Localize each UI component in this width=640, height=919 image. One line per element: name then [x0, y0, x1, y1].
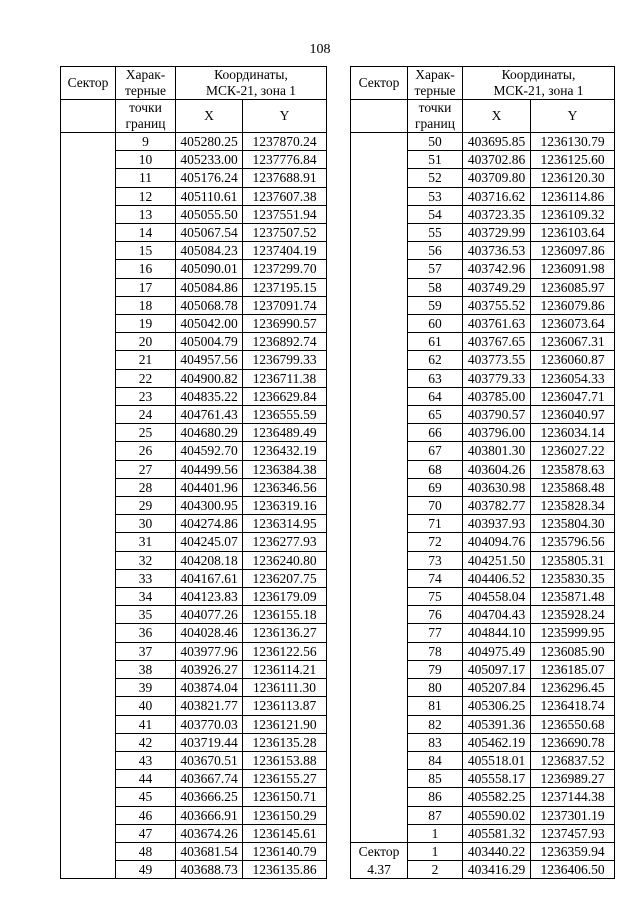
coord-y: 1235871.48: [531, 588, 615, 606]
coord-x: 404274.86: [176, 515, 243, 533]
coord-y: 1236314.95: [243, 515, 327, 533]
coord-y: 1236629.84: [243, 387, 327, 405]
coord-y: 1236555.59: [243, 406, 327, 424]
coord-y: 1235805.31: [531, 551, 615, 569]
coordinates-table-left: [60, 66, 327, 879]
point-number: 61: [408, 333, 463, 351]
coord-y: 1236121.90: [243, 715, 327, 733]
header-sector-continued: [61, 100, 116, 133]
coord-x: 403702.86: [463, 151, 531, 169]
point-number: 48: [116, 842, 176, 860]
point-number: 20: [116, 333, 176, 351]
coord-y: 1236185.07: [531, 660, 615, 678]
point-number: 30: [116, 515, 176, 533]
coord-y: 1236799.33: [243, 351, 327, 369]
coord-x: 404401.96: [176, 478, 243, 496]
point-number: 62: [408, 351, 463, 369]
coord-y: 1236103.64: [531, 224, 615, 242]
point-number: 40: [116, 697, 176, 715]
page-number: 108: [309, 42, 331, 57]
header-characteristic-points-top: Харак- терные: [408, 67, 463, 100]
point-number: 49: [116, 861, 176, 879]
point-number: 35: [116, 606, 176, 624]
coord-x: 405280.25: [176, 133, 243, 151]
point-number: 28: [116, 478, 176, 496]
point-number: 38: [116, 660, 176, 678]
coord-y: 1236073.64: [531, 315, 615, 333]
point-number: 12: [116, 187, 176, 205]
coord-x: 404844.10: [463, 624, 531, 642]
coord-y: 1236114.21: [243, 660, 327, 678]
header-sector: Сектор: [61, 67, 116, 100]
coord-x: 405084.86: [176, 278, 243, 296]
point-number: 59: [408, 296, 463, 314]
coord-x: 404499.56: [176, 460, 243, 478]
table-row: [351, 133, 615, 151]
coord-y: 1237776.84: [243, 151, 327, 169]
coord-y: 1236990.57: [243, 315, 327, 333]
coord-x: 404094.76: [463, 533, 531, 551]
coord-y: 1236550.68: [531, 715, 615, 733]
coord-x: 404900.82: [176, 369, 243, 387]
coord-x: 405068.78: [176, 296, 243, 314]
coord-y: 1235796.56: [531, 533, 615, 551]
table-row: [61, 133, 327, 151]
coord-y: 1236085.90: [531, 642, 615, 660]
point-number: 70: [408, 497, 463, 515]
point-number: 36: [116, 624, 176, 642]
coord-x: 403773.55: [463, 351, 531, 369]
coord-y: 1236296.45: [531, 679, 615, 697]
coord-x: 403796.00: [463, 424, 531, 442]
coord-y: 1236432.19: [243, 442, 327, 460]
point-number: 31: [116, 533, 176, 551]
point-number: 52: [408, 169, 463, 187]
coord-y: 1237144.38: [531, 788, 615, 806]
point-number: 51: [408, 151, 463, 169]
coord-y: 1236067.31: [531, 333, 615, 351]
header-x: X: [176, 100, 243, 133]
coord-x: 403801.30: [463, 442, 531, 460]
coord-y: 1236690.78: [531, 733, 615, 751]
point-number: 69: [408, 478, 463, 496]
point-number: 17: [116, 278, 176, 296]
right-table-body: [351, 133, 615, 879]
coord-y: 1236027.22: [531, 442, 615, 460]
coord-x: 404245.07: [176, 533, 243, 551]
point-number: 78: [408, 642, 463, 660]
point-number: 21: [116, 351, 176, 369]
point-number: 54: [408, 205, 463, 223]
coord-x: 405042.00: [176, 315, 243, 333]
point-number: 44: [116, 770, 176, 788]
coord-x: 405055.50: [176, 205, 243, 223]
header-coordinates: Координаты, МСК-21, зона 1: [463, 67, 615, 100]
header-y: Y: [243, 100, 327, 133]
coord-x: 405462.19: [463, 733, 531, 751]
coord-y: 1237457.93: [531, 824, 615, 842]
coord-y: 1236130.79: [531, 133, 615, 151]
coord-x: 404558.04: [463, 588, 531, 606]
coord-y: 1236114.86: [531, 187, 615, 205]
coord-y: 1237404.19: [243, 242, 327, 260]
coord-x: 403416.29: [463, 861, 531, 879]
coord-x: 403874.04: [176, 679, 243, 697]
coord-y: 1236136.27: [243, 624, 327, 642]
coord-x: 405558.17: [463, 770, 531, 788]
coord-y: 1236384.38: [243, 460, 327, 478]
point-number: 60: [408, 315, 463, 333]
coord-y: 1236406.50: [531, 861, 615, 879]
coord-y: 1237607.38: [243, 187, 327, 205]
coord-y: 1237551.94: [243, 205, 327, 223]
coord-x: 404208.18: [176, 551, 243, 569]
header-y: Y: [531, 100, 615, 133]
header-sector: Сектор: [351, 67, 408, 100]
point-number: 58: [408, 278, 463, 296]
coord-x: 403666.25: [176, 788, 243, 806]
point-number: 57: [408, 260, 463, 278]
point-number: 66: [408, 424, 463, 442]
coordinates-table-right: [350, 66, 615, 879]
coord-y: 1236120.30: [531, 169, 615, 187]
point-number: 15: [116, 242, 176, 260]
point-number: 33: [116, 569, 176, 587]
header-characteristic-points-bottom: точки границ: [408, 100, 463, 133]
coord-x: 404704.43: [463, 606, 531, 624]
coord-x: 405306.25: [463, 697, 531, 715]
coord-x: 405004.79: [176, 333, 243, 351]
coord-x: 403782.77: [463, 497, 531, 515]
coord-y: 1236140.79: [243, 842, 327, 860]
coord-y: 1236418.74: [531, 697, 615, 715]
point-number: 82: [408, 715, 463, 733]
coord-y: 1236892.74: [243, 333, 327, 351]
coord-y: 1236085.97: [531, 278, 615, 296]
coord-x: 403926.27: [176, 660, 243, 678]
point-number: 1: [408, 842, 463, 860]
point-number: 85: [408, 770, 463, 788]
coord-y: 1236346.56: [243, 478, 327, 496]
coord-y: 1235878.63: [531, 460, 615, 478]
coord-x: 405207.84: [463, 679, 531, 697]
point-number: 39: [116, 679, 176, 697]
point-number: 19: [116, 315, 176, 333]
point-number: 22: [116, 369, 176, 387]
point-number: 64: [408, 387, 463, 405]
coord-x: 405084.23: [176, 242, 243, 260]
coord-x: 403779.33: [463, 369, 531, 387]
coord-y: 1236277.93: [243, 533, 327, 551]
coord-x: 404123.83: [176, 588, 243, 606]
point-number: 16: [116, 260, 176, 278]
coord-x: 403716.62: [463, 187, 531, 205]
coord-x: 404167.61: [176, 569, 243, 587]
coord-x: 403761.63: [463, 315, 531, 333]
point-number: 72: [408, 533, 463, 551]
point-number: 56: [408, 242, 463, 260]
header-x: X: [463, 100, 531, 133]
coord-x: 403821.77: [176, 697, 243, 715]
coord-y: 1236060.87: [531, 351, 615, 369]
point-number: 81: [408, 697, 463, 715]
coord-x: 405176.24: [176, 169, 243, 187]
point-number: 75: [408, 588, 463, 606]
point-number: 11: [116, 169, 176, 187]
coord-x: 403670.51: [176, 751, 243, 769]
coord-y: 1236047.71: [531, 387, 615, 405]
coord-y: 1235804.30: [531, 515, 615, 533]
point-number: 63: [408, 369, 463, 387]
coord-y: 1236150.29: [243, 806, 327, 824]
coord-x: 404592.70: [176, 442, 243, 460]
coord-y: 1236109.32: [531, 205, 615, 223]
point-number: 42: [116, 733, 176, 751]
coord-y: 1236179.09: [243, 588, 327, 606]
coord-y: 1236054.33: [531, 369, 615, 387]
coord-y: 1237870.24: [243, 133, 327, 151]
coord-x: 403681.54: [176, 842, 243, 860]
header-characteristic-points-top: Харак- терные: [116, 67, 176, 100]
coord-x: 403767.65: [463, 333, 531, 351]
coord-y: 1236155.18: [243, 606, 327, 624]
point-number: 32: [116, 551, 176, 569]
coord-x: 403674.26: [176, 824, 243, 842]
coord-x: 403755.52: [463, 296, 531, 314]
point-number: 83: [408, 733, 463, 751]
coord-x: 403736.53: [463, 242, 531, 260]
coord-y: 1236153.88: [243, 751, 327, 769]
point-number: 37: [116, 642, 176, 660]
header-coordinates: Координаты, МСК-21, зона 1: [176, 67, 327, 100]
coord-x: 403695.85: [463, 133, 531, 151]
point-number: 77: [408, 624, 463, 642]
coord-y: 1237688.91: [243, 169, 327, 187]
point-number: 1: [408, 824, 463, 842]
point-number: 9: [116, 133, 176, 151]
coord-y: 1236113.87: [243, 697, 327, 715]
coord-x: 403688.73: [176, 861, 243, 879]
point-number: 23: [116, 387, 176, 405]
coord-x: 405582.25: [463, 788, 531, 806]
point-number: 14: [116, 224, 176, 242]
point-number: 55: [408, 224, 463, 242]
coord-y: 1236837.52: [531, 751, 615, 769]
coord-y: 1236155.27: [243, 770, 327, 788]
coord-y: 1236122.56: [243, 642, 327, 660]
point-number: 13: [116, 205, 176, 223]
coord-x: 404077.26: [176, 606, 243, 624]
point-number: 76: [408, 606, 463, 624]
coord-x: 405233.00: [176, 151, 243, 169]
coord-x: 403937.93: [463, 515, 531, 533]
point-number: 73: [408, 551, 463, 569]
coord-x: 404835.22: [176, 387, 243, 405]
coord-y: 1236034.14: [531, 424, 615, 442]
coord-x: 405590.02: [463, 806, 531, 824]
coord-y: 1236240.80: [243, 551, 327, 569]
coord-y: 1237299.70: [243, 260, 327, 278]
point-number: 46: [116, 806, 176, 824]
header-characteristic-points-bottom: точки границ: [116, 100, 176, 133]
coord-x: 403723.35: [463, 205, 531, 223]
coord-x: 403719.44: [176, 733, 243, 751]
coord-y: 1236111.30: [243, 679, 327, 697]
point-number: 86: [408, 788, 463, 806]
coord-y: 1237091.74: [243, 296, 327, 314]
coord-x: 403790.57: [463, 406, 531, 424]
coord-y: 1236125.60: [531, 151, 615, 169]
coord-y: 1236489.49: [243, 424, 327, 442]
point-number: 45: [116, 788, 176, 806]
coord-x: 404957.56: [176, 351, 243, 369]
coord-x: 404251.50: [463, 551, 531, 569]
table-row: [351, 842, 615, 860]
coord-x: 404975.49: [463, 642, 531, 660]
point-number: 84: [408, 751, 463, 769]
coord-x: 405110.61: [176, 187, 243, 205]
point-number: 18: [116, 296, 176, 314]
coord-x: 403630.98: [463, 478, 531, 496]
coord-y: 1236319.16: [243, 497, 327, 515]
coord-y: 1236135.28: [243, 733, 327, 751]
coord-y: 1236711.38: [243, 369, 327, 387]
coord-x: 403440.22: [463, 842, 531, 860]
coord-x: 403785.00: [463, 387, 531, 405]
coord-y: 1236150.71: [243, 788, 327, 806]
point-number: 25: [116, 424, 176, 442]
coord-x: 405090.01: [176, 260, 243, 278]
point-number: 53: [408, 187, 463, 205]
coord-y: 1236079.86: [531, 296, 615, 314]
coord-y: 1237507.52: [243, 224, 327, 242]
coord-x: 403709.80: [463, 169, 531, 187]
coord-y: 1237301.19: [531, 806, 615, 824]
sector-cell: [61, 133, 116, 879]
coord-y: 1235868.48: [531, 478, 615, 496]
point-number: 2: [408, 861, 463, 879]
point-number: 47: [116, 824, 176, 842]
point-number: 27: [116, 460, 176, 478]
sector-cell: [351, 133, 408, 843]
coord-x: 405581.32: [463, 824, 531, 842]
point-number: 26: [116, 442, 176, 460]
point-number: 29: [116, 497, 176, 515]
coord-x: 404761.43: [176, 406, 243, 424]
coord-x: 403667.74: [176, 770, 243, 788]
sector-4-37-label: Сектор 4.37: [351, 842, 408, 878]
coord-y: 1236145.61: [243, 824, 327, 842]
coord-x: 403770.03: [176, 715, 243, 733]
point-number: 43: [116, 751, 176, 769]
coord-y: 1236135.86: [243, 861, 327, 879]
point-number: 65: [408, 406, 463, 424]
coord-x: 403729.99: [463, 224, 531, 242]
coord-x: 405097.17: [463, 660, 531, 678]
coord-y: 1236097.86: [531, 242, 615, 260]
coord-x: 404406.52: [463, 569, 531, 587]
coord-y: 1235830.35: [531, 569, 615, 587]
coord-x: 405067.54: [176, 224, 243, 242]
coord-y: 1235999.95: [531, 624, 615, 642]
coord-y: 1235828.34: [531, 497, 615, 515]
point-number: 24: [116, 406, 176, 424]
coord-x: 403749.29: [463, 278, 531, 296]
coord-x: 404680.29: [176, 424, 243, 442]
coord-x: 403977.96: [176, 642, 243, 660]
coord-x: 405518.01: [463, 751, 531, 769]
coord-x: 404028.46: [176, 624, 243, 642]
point-number: 10: [116, 151, 176, 169]
point-number: 71: [408, 515, 463, 533]
point-number: 50: [408, 133, 463, 151]
coord-y: 1236989.27: [531, 770, 615, 788]
coord-x: 403604.26: [463, 460, 531, 478]
coord-y: 1236040.97: [531, 406, 615, 424]
coord-x: 404300.95: [176, 497, 243, 515]
coord-x: 403666.91: [176, 806, 243, 824]
coord-y: 1237195.15: [243, 278, 327, 296]
coord-x: 403742.96: [463, 260, 531, 278]
coord-y: 1236207.75: [243, 569, 327, 587]
coord-y: 1235928.24: [531, 606, 615, 624]
coord-y: 1236091.98: [531, 260, 615, 278]
point-number: 80: [408, 679, 463, 697]
header-sector-continued: [351, 100, 408, 133]
point-number: 87: [408, 806, 463, 824]
point-number: 34: [116, 588, 176, 606]
coord-x: 405391.36: [463, 715, 531, 733]
point-number: 68: [408, 460, 463, 478]
point-number: 67: [408, 442, 463, 460]
point-number: 79: [408, 660, 463, 678]
coord-y: 1236359.94: [531, 842, 615, 860]
point-number: 74: [408, 569, 463, 587]
point-number: 41: [116, 715, 176, 733]
left-table-body: [61, 133, 327, 879]
